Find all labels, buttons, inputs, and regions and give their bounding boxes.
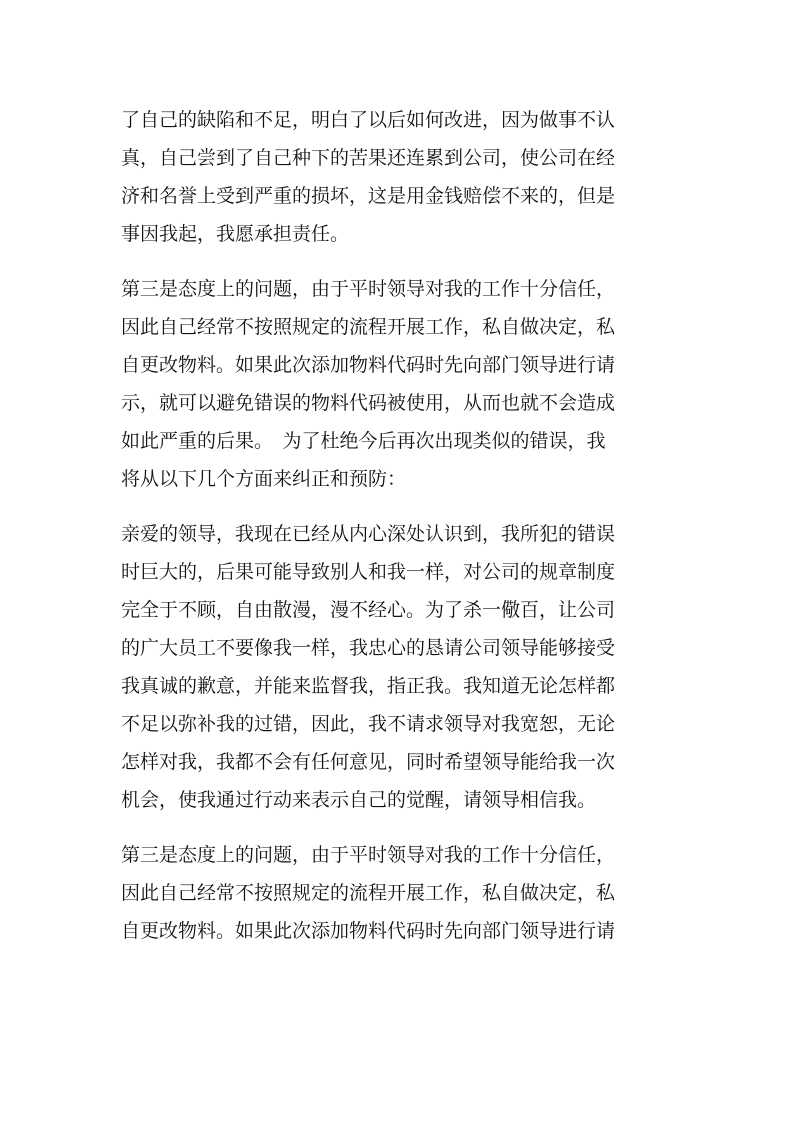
text-line: 机会，使我通过行动来表示自己的觉醒，请领导相信我。 [121,789,597,811]
text-line: 的广大员工不要像我一样，我忠心的恳请公司领导能够接受 [121,637,616,659]
text-line: 时巨大的，后果可能导致别人和我一样，对公司的规章制度 [121,561,616,583]
text-line: 第三是态度上的问题，由于平时领导对我的工作十分信任， [121,844,616,866]
text-line: 如此严重的后果。 为了杜绝今后再次出现类似的错误，我 [121,430,606,452]
paragraph-2 [121,270,674,498]
text-line: 第三是态度上的问题，由于平时领导对我的工作十分信任， [121,278,616,300]
text-line: 不足以弥补我的过错，因此，我不请求领导对我宽恕，无论 [121,713,616,735]
text-line: 示，就可以避免错误的物料代码被使用，从而也就不会造成 [121,392,616,414]
paragraph-4 [121,836,674,950]
paragraph-3 [121,515,674,819]
text-line: 自更改物料。如果此次添加物料代码时先向部门领导进行请 [121,920,616,942]
text-line: 将从以下几个方面来纠正和预防： [121,468,407,490]
text-line: 自更改物料。如果此次添加物料代码时先向部门领导进行请 [121,354,616,376]
text-line: 事因我起，我愿承担责任。 [121,223,350,245]
text-line: 济和名誉上受到严重的损坏，这是用金钱赔偿不来的，但是 [121,185,616,207]
paragraph-1 [121,101,674,253]
text-line: 因此自己经常不按照规定的流程开展工作，私自做决定，私 [121,316,616,338]
document-body [121,101,674,967]
text-line: 因此自己经常不按照规定的流程开展工作，私自做决定，私 [121,882,616,904]
text-line: 我真诚的歉意，并能来监督我，指正我。我知道无论怎样都 [121,675,616,697]
text-line: 完全于不顾，自由散漫，漫不经心。为了杀一儆百，让公司 [121,599,616,621]
text-line: 了自己的缺陷和不足，明白了以后如何改进，因为做事不认 [121,109,616,131]
text-line: 怎样对我，我都不会有任何意见，同时希望领导能给我一次 [121,751,616,773]
text-line: 亲爱的领导，我现在已经从内心深处认识到，我所犯的错误 [121,523,616,545]
text-line: 真，自己尝到了自己种下的苦果还连累到公司，使公司在经 [121,147,616,169]
